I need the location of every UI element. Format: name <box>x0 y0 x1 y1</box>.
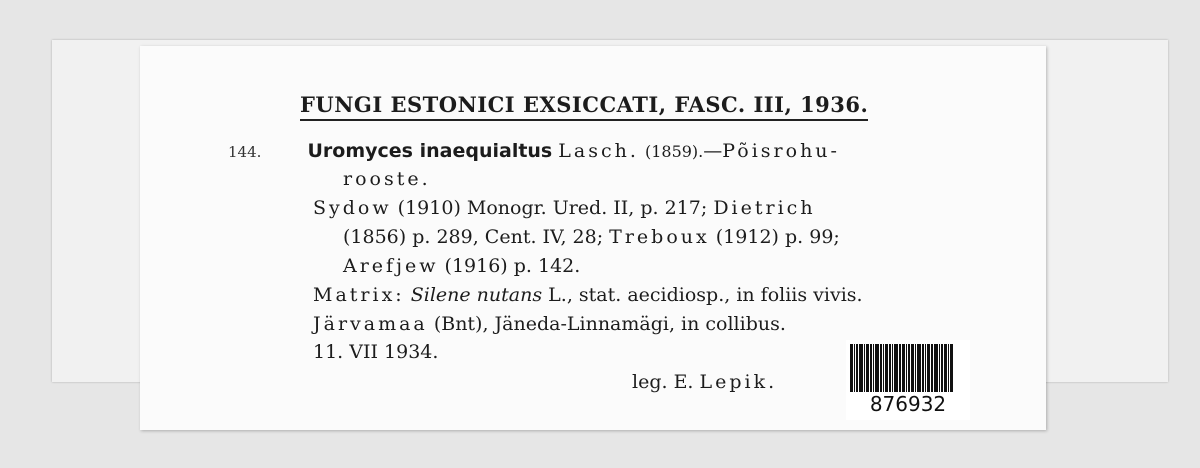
ref1-author: Sydow <box>313 197 392 219</box>
locality-region: Järvamaa <box>313 313 428 335</box>
collector-prefix: leg. E. <box>632 371 694 393</box>
matrix-rest: L., stat. aecidiosp., in foliis vivis. <box>548 284 863 306</box>
species-year: (1859). <box>644 142 704 161</box>
ref4-rest: (1916) p. 142. <box>444 255 581 277</box>
dash: — <box>703 140 723 162</box>
entry-line-1 <box>228 140 840 162</box>
locality-rest: (Bnt), Jäneda-Linnamägi, in collibus. <box>433 313 786 335</box>
ref2-author: Dietrich <box>713 197 816 219</box>
collector-line <box>632 371 777 393</box>
locality-line <box>313 313 786 335</box>
matrix-label: Matrix: <box>313 284 405 306</box>
reference-line-2 <box>343 226 840 248</box>
collection-date: 11. VII 1934. <box>313 341 439 363</box>
matrix-line <box>313 284 863 306</box>
ref3-rest: (1912) p. 99; <box>715 226 840 248</box>
common-name-2: rooste. <box>343 168 431 190</box>
label-title: FUNGI ESTONICI EXSICCATI, FASC. III, 1936. <box>300 92 868 121</box>
ref2-rest: (1856) p. 289, Cent. IV, 28; <box>343 226 604 248</box>
ref3-author: Treboux <box>609 226 710 248</box>
barcode-number: 876932 <box>869 392 947 416</box>
barcode <box>846 340 970 420</box>
species-author: Lasch. <box>558 140 639 162</box>
ref1-rest: (1910) Monogr. Ured. II, p. 217; <box>397 197 708 219</box>
reference-line-3 <box>343 255 580 277</box>
collector-name: Lepik. <box>699 371 778 393</box>
common-name-1: Põisrohu- <box>722 140 840 162</box>
matrix-host: Silene nutans <box>410 284 543 306</box>
ref4-author: Arefjew <box>343 255 439 277</box>
barcode-bars <box>850 344 966 392</box>
species-name: Uromyces inaequialtus <box>307 140 553 162</box>
entry-number: 144. <box>228 143 262 161</box>
reference-line-1 <box>313 197 816 219</box>
